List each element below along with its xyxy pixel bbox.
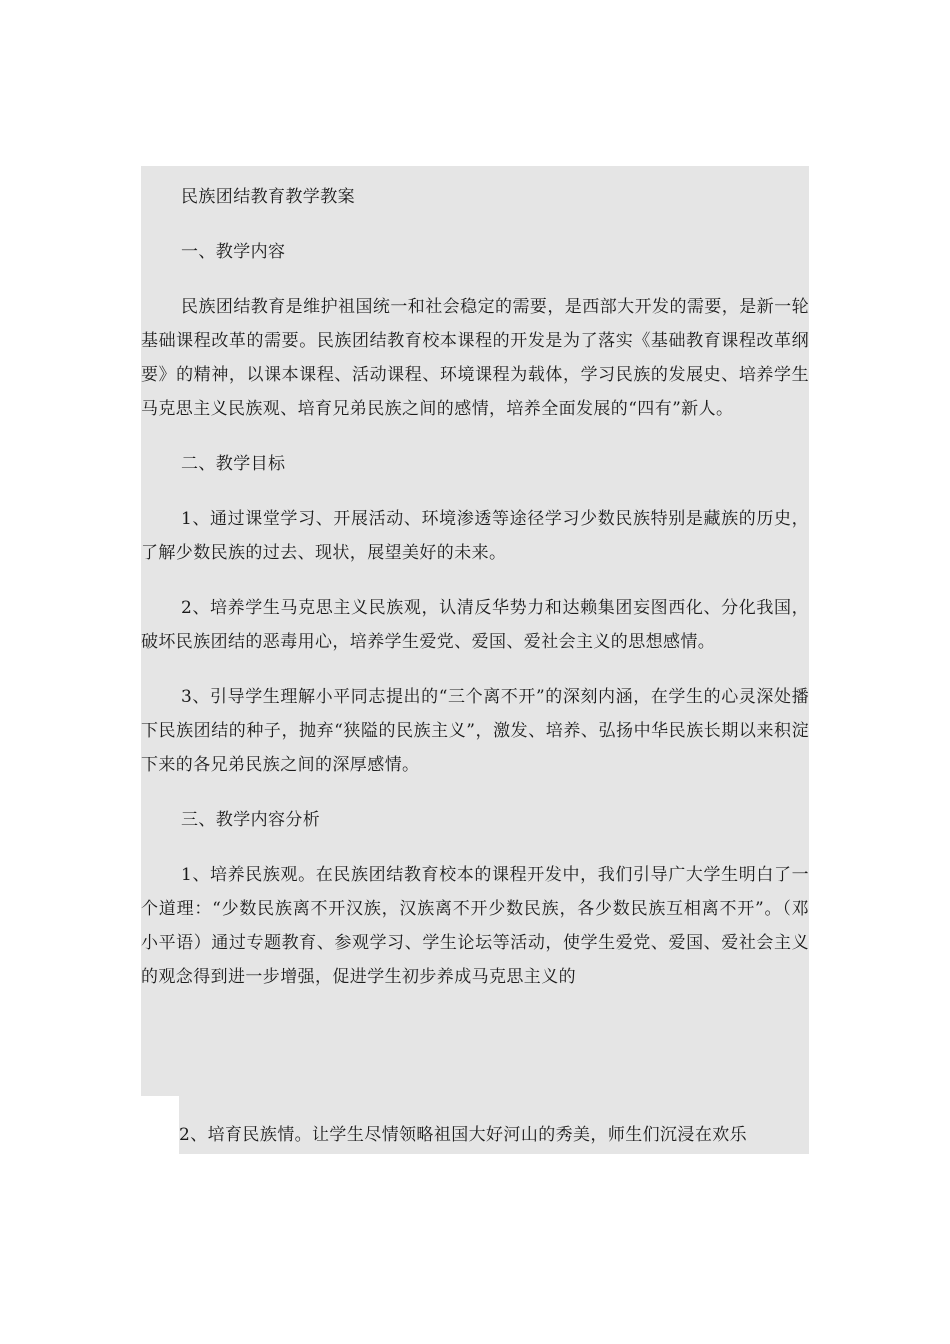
section-heading-content: 一、教学内容 [181,242,286,262]
section-content-paragraph: 民族团结教育是维护祖国统一和社会稳定的需要，是西部大开发的需要，是新一轮基础课程改革的需要。民族团结教育校本课程的开发是为了落实《基础教育课程改革纲要》的精神，以课本课程、活动课程、环境课程为载体，学习民族的发展史、培养学生马克思主义民族观、培育兄弟民族之间的感情，培养全面发展的“四有”新人。 [141,297,809,419]
document-title: 民族团结教育教学教案 [181,187,355,207]
goal-item-1: 1、通过课堂学习、开展活动、环境渗透等途径学习少数民族特别是藏族的历史，了解少数民族的过去、现状，展望美好的未来。 [141,509,809,563]
goal-item-2: 2、培养学生马克思主义民族观，认清反华势力和达赖集团妄图西化、分化我国，破坏民族团结的恶毒用心，培养学生爱党、爱国、爱社会主义的思想感情。 [141,598,809,652]
document-body [141,180,809,994]
section-heading-analysis: 三、教学内容分析 [181,810,321,830]
analysis-item-2: 2、培育民族情。让学生尽情领略祖国大好河山的秀美，师生们沉浸在欢乐 [179,1125,748,1145]
analysis-item-1: 1、培养民族观。在民族团结教育校本的课程开发中，我们引导广大学生明白了一个道理：“少数民族离不开汉族，汉族离不开少数民族，各少数民族互相离不开”。（邓小平语）通过专题教育、参观学习、学生论坛等活动，使学生爱党、爱国、爱社会主义的观念得到进一步增强，促进学生初步养成马克思主义的 [141,865,809,987]
section-heading-goals: 二、教学目标 [181,454,286,474]
goal-item-3: 3、引导学生理解小平同志提出的“三个离不开”的深刻内涵，在学生的心灵深处播下民族团结的种子，抛弃“狭隘的民族主义”，激发、培养、弘扬中华民族长期以来积淀下来的各兄弟民族之间的深厚感情。 [141,687,809,775]
